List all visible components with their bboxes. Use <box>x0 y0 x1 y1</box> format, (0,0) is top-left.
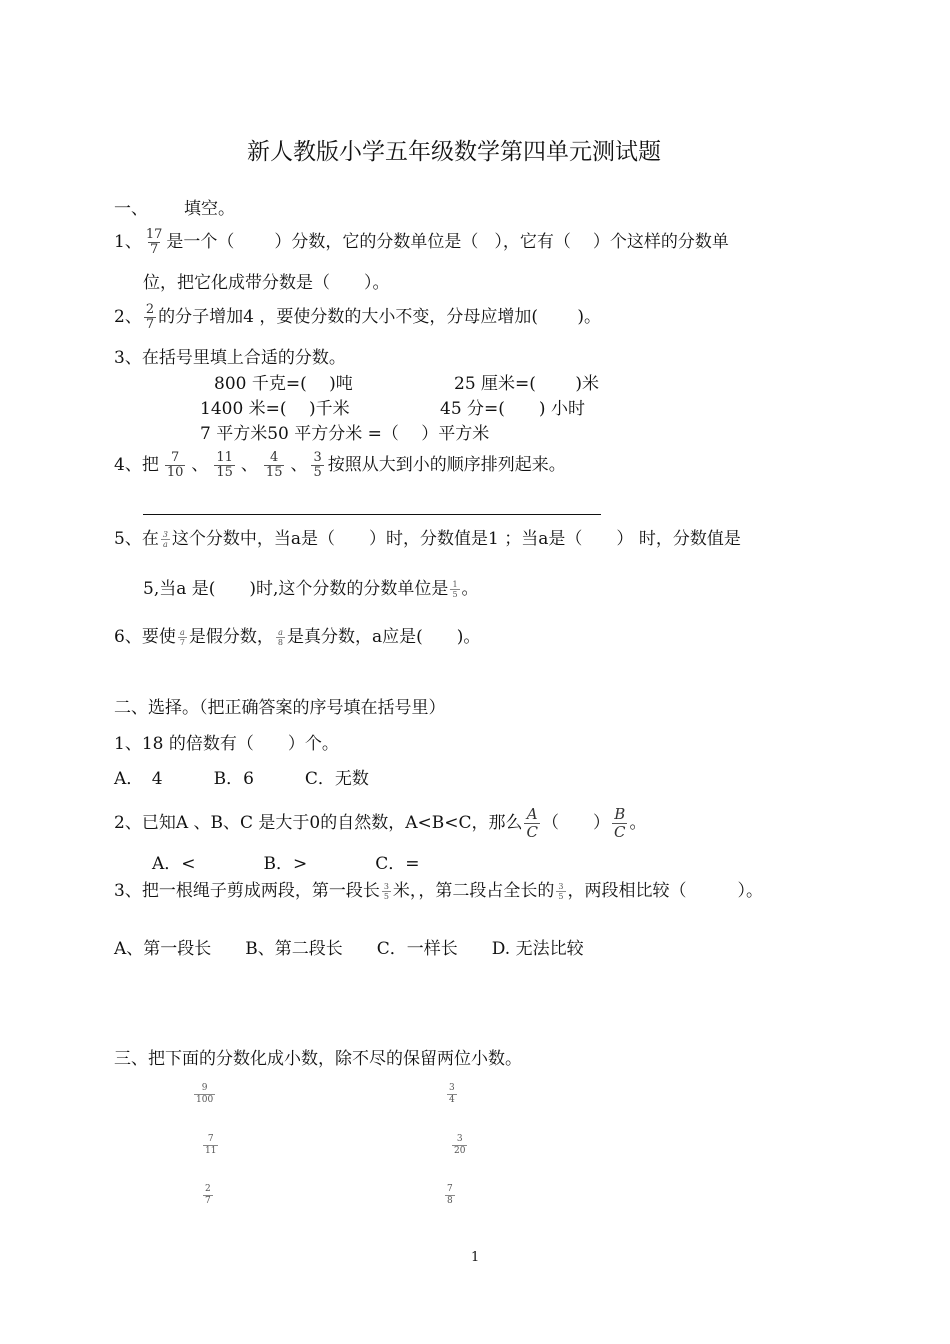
section-1-number: 一、 <box>114 199 148 219</box>
q-text-end: 。 <box>629 813 647 833</box>
convert-fraction-7-8 <box>443 1184 457 1207</box>
frac-num: 1 <box>452 580 458 589</box>
convert-fraction-3-20 <box>450 1134 469 1157</box>
q-number: 2、 <box>114 307 142 327</box>
frac-num: 7 <box>207 1134 214 1144</box>
question-1-5 <box>114 528 741 550</box>
frac-num: 3 <box>456 1134 463 1144</box>
frac-num: A <box>526 805 538 823</box>
fraction-11-15 <box>214 451 235 480</box>
question-2-1: 1、18 的倍数有（ ）个。 <box>114 734 339 754</box>
fraction-B-C <box>612 806 627 841</box>
frac-den: 5 <box>313 465 322 480</box>
fraction <box>452 1134 467 1157</box>
frac-num: 3 <box>313 450 322 465</box>
question-2-1-options: A． 4 B．6 C．无数 <box>114 769 369 789</box>
fraction-A-C <box>524 806 539 841</box>
question-1-1 <box>114 228 729 257</box>
frac-num: a <box>278 628 283 637</box>
fraction-3-5 <box>556 882 565 901</box>
q-text-c: 是真分数，a应是( )。 <box>287 627 481 647</box>
fraction <box>203 1134 218 1157</box>
q-text-b: 这个分数中，当a是（ ）时，分数值是1 ；当a是（ ） 时，分数值是 <box>171 529 741 549</box>
q-text-b: ）分数，它的分数单位是（ <box>274 232 479 252</box>
frac-den: 5 <box>558 892 564 901</box>
frac-num: 11 <box>216 450 233 465</box>
page-title: 新人教版小学五年级数学第四单元测试题 <box>247 139 661 165</box>
frac-den: 7 <box>205 1196 211 1206</box>
conversion-area: 7 平方米50 平方分米 =（ ）平方米 <box>200 424 490 444</box>
fraction <box>447 1083 457 1106</box>
frac-num: 17 <box>145 227 163 242</box>
question-1-1-line2: 位，把它化成带分数是（ ）。 <box>143 273 390 293</box>
q-text-mid: （ ） <box>541 813 610 833</box>
q-number: 4、 <box>114 455 142 475</box>
frac-den: 15 <box>265 465 283 480</box>
convert-fraction-9-100 <box>192 1083 217 1106</box>
separator: 、 <box>191 455 209 475</box>
frac-num: 3 <box>162 530 168 539</box>
question-1-5-line2 <box>143 578 479 600</box>
frac-num: a <box>179 628 185 637</box>
frac-num: 3 <box>383 882 389 891</box>
question-2-2-options: A．< B．> C．= <box>152 854 420 874</box>
fraction <box>203 1184 213 1207</box>
conversion-m-km: 1400 米=( )千米 <box>200 399 350 419</box>
question-1-4 <box>114 451 566 480</box>
frac-den: 7 <box>149 242 159 257</box>
conversion-cm-m: 25 厘米=( )米 <box>454 374 599 394</box>
convert-fraction-2-7 <box>201 1184 215 1207</box>
q-text-line2a: 5,当a 是( )时,这个分数的分数单位是 <box>143 579 449 599</box>
frac-den: 7 <box>179 638 185 647</box>
q-number: 5、 <box>114 529 142 549</box>
question-1-2 <box>114 303 601 332</box>
fraction <box>194 1083 215 1106</box>
separator: 、 <box>290 455 308 475</box>
section-1-title: 填空。 <box>184 199 235 219</box>
q-number: 1、 <box>114 232 142 252</box>
frac-num: 3 <box>558 882 564 891</box>
q-text-line2b: 。 <box>461 579 479 599</box>
frac-num: B <box>614 805 626 823</box>
frac-den: 5 <box>383 892 389 901</box>
fraction <box>445 1184 455 1207</box>
frac-den: 20 <box>454 1146 466 1156</box>
frac-den: 8 <box>277 638 284 647</box>
frac-den: 8 <box>447 1196 453 1206</box>
section-1-heading <box>114 198 235 220</box>
frac-num: 7 <box>170 450 180 465</box>
convert-fraction-3-4 <box>445 1083 459 1106</box>
fraction-3-5 <box>382 882 391 901</box>
frac-num: 3 <box>449 1083 455 1093</box>
frac-num: 7 <box>447 1184 453 1194</box>
fraction-7-10 <box>165 451 186 480</box>
frac-den: a <box>162 540 168 549</box>
frac-den: 7 <box>145 317 155 332</box>
frac-den: 5 <box>452 590 458 599</box>
fraction-1-5 <box>450 580 459 599</box>
frac-den: 11 <box>205 1146 217 1156</box>
q-text: 在括号里填上合适的分数。 <box>141 348 346 368</box>
fraction-a-7 <box>178 628 187 647</box>
page-number: 1 <box>471 1250 480 1265</box>
frac-num: 2 <box>145 302 155 317</box>
question-2-3-options: A、第一段长 B、第二段长 C．一样长 D. 无法比较 <box>114 939 584 959</box>
q-number: 3、 <box>114 348 142 368</box>
convert-fraction-7-11 <box>201 1134 220 1157</box>
q-text-b: 是假分数， <box>188 627 274 647</box>
q-text-a: 是一个（ <box>166 232 235 252</box>
frac-den: C <box>526 823 538 841</box>
q-text-c: ），它有（ <box>494 232 571 252</box>
conversion-min-hour: 45 分=( ) 小时 <box>440 399 585 419</box>
answer-line <box>143 514 601 515</box>
q-text-a: 要使 <box>141 627 176 647</box>
question-2-2 <box>114 806 646 841</box>
conversion-kg-ton: 800 千克=( )吨 <box>214 374 353 394</box>
section-2-heading: 二、选择。（把正确答案的序号填在括号里） <box>114 698 446 718</box>
fraction-3-5 <box>311 451 323 480</box>
q-text-d: ）个这样的分数单 <box>592 232 729 252</box>
q-text-b: 按照从大到小的顺序排列起来。 <box>327 455 566 475</box>
q-text-a: 把 <box>141 455 159 475</box>
question-1-3 <box>114 347 346 369</box>
frac-den: 100 <box>196 1095 214 1105</box>
frac-num: 2 <box>205 1184 211 1194</box>
frac-den: 4 <box>449 1095 455 1105</box>
q-text-b: 米，，第二段占全长的 <box>392 881 555 901</box>
frac-num: 9 <box>201 1083 208 1093</box>
frac-den: 10 <box>166 465 184 480</box>
fraction-a-8 <box>276 628 285 647</box>
fraction-3-a <box>161 530 170 549</box>
q-text: 的分子增加4 ，要使分数的大小不变，分母应增加( )。 <box>158 307 601 327</box>
fraction-4-15 <box>264 451 285 480</box>
question-2-3 <box>114 880 763 902</box>
q-text-a: 3、把一根绳子剪成两段，第一段长 <box>114 881 380 901</box>
q-text-a: 在 <box>141 529 159 549</box>
fraction-2-7 <box>144 303 156 332</box>
fraction-17-7 <box>144 228 165 257</box>
q-text-a: 2、已知A 、B、C 是大于0的自然数，A<B<C，那么 <box>114 813 523 833</box>
q-number: 6、 <box>114 627 142 647</box>
section-3-heading: 三、把下面的分数化成小数，除不尽的保留两位小数。 <box>114 1049 522 1069</box>
separator: 、 <box>240 455 258 475</box>
frac-den: 15 <box>216 465 233 480</box>
frac-den: C <box>613 823 626 841</box>
q-text-c: ，两段相比较（ ）。 <box>567 881 764 901</box>
frac-num: 4 <box>270 450 279 465</box>
question-1-6 <box>114 626 480 648</box>
